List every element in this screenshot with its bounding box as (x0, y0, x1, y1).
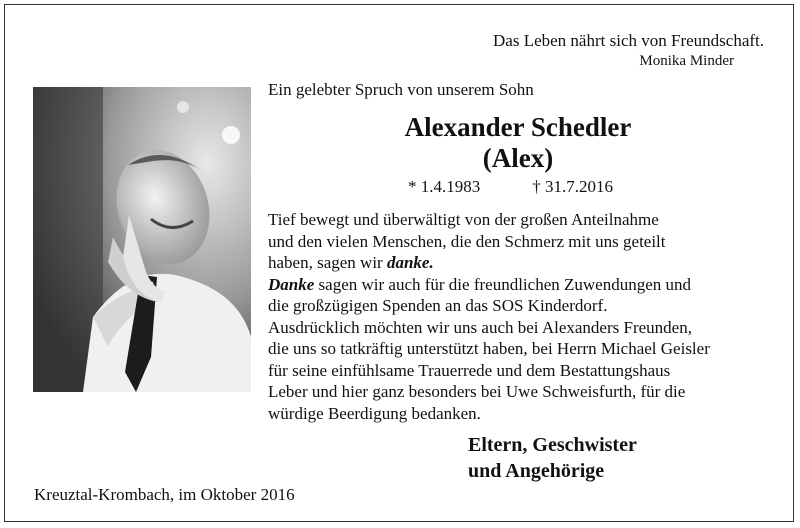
text-line: würdige Beerdigung bedanken. (268, 403, 481, 423)
deceased-name-block (268, 112, 768, 174)
motto-author: Monika Minder (639, 53, 734, 69)
portrait-photo (33, 87, 251, 392)
emphasis-danke: danke. (386, 253, 434, 272)
deceased-name: Alexander Schedler (404, 112, 632, 142)
text-line: Tief bewegt und überwältigt von der großen Anteilnahme (268, 210, 659, 229)
text-line: und den vielen Menschen, die den Schmerz mit uns geteilt (268, 231, 666, 251)
emphasis-danke-start: Danke (268, 274, 315, 294)
place-and-date: Kreuztal-Krombach, im Oktober 2016 (34, 485, 295, 504)
text-fragment: haben, sagen wir (268, 253, 387, 272)
text-line: Leber und hier ganz besonders bei Uwe Schweisfurth, für die (268, 382, 686, 401)
thank-you-text (268, 209, 788, 424)
text-line: Ausdrücklich möchten wir uns auch bei Alexanders Freunden, (268, 317, 692, 337)
signature-line: und Angehörige (468, 460, 605, 482)
signature-line: Eltern, Geschwister (468, 434, 637, 456)
motto (493, 30, 764, 70)
text-fragment: sagen wir auch für die freundlichen Zuwendungen und (314, 274, 691, 294)
motto-quote: Das Leben nährt sich von Freundschaft. (493, 31, 764, 50)
signature-block (468, 432, 637, 484)
text-line (268, 252, 788, 274)
portrait-photo-image (33, 87, 251, 392)
death-date: † 31.7.2016 (532, 177, 613, 196)
text-line: die großzügigen Spenden an das SOS Kinderdorf. (268, 296, 608, 315)
text-line: die uns so tatkräftig unterstützt haben, bei Herrn Michael Geisler (268, 339, 710, 358)
deceased-nickname: (Alex) (482, 143, 554, 173)
text-line: für seine einfühlsame Trauerrede und dem Bestattungshaus (268, 360, 671, 380)
intro-text: Ein gelebter Spruch von unserem Sohn (268, 80, 534, 99)
life-dates (408, 177, 613, 197)
birth-date: * 1.4.1983 (408, 177, 481, 196)
text-line (268, 274, 788, 296)
